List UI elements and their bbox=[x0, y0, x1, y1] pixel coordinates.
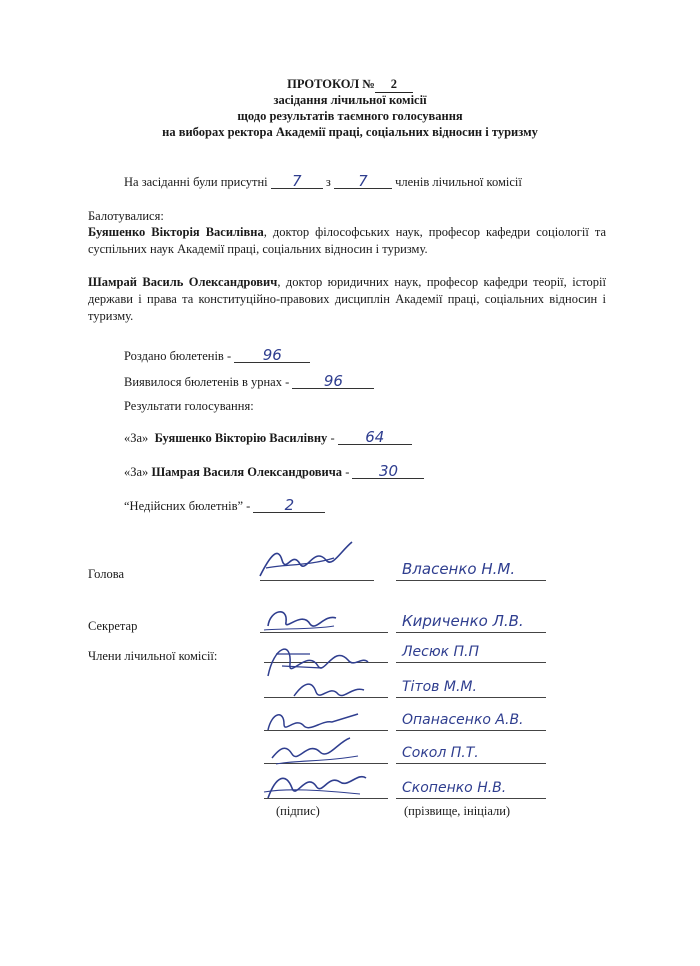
vote-for-1-line bbox=[124, 430, 412, 446]
invalid-ballots-label: “Недійсних бюлетнів” - bbox=[124, 499, 251, 513]
chair-label: Голова bbox=[88, 567, 124, 581]
secretary-name: Кириченко Л.В. bbox=[402, 612, 524, 630]
member-1-name-line bbox=[396, 662, 546, 663]
attendance-middle: з bbox=[325, 175, 331, 189]
vote-for-1-dash: - bbox=[330, 431, 335, 445]
candidate-1-description: , доктор філософських наук, професор кафедри соціології та суспільних наук Академії праці, соціальних відносин і туризму. bbox=[88, 225, 606, 256]
member-3-name: Опанасенко А.В. bbox=[402, 712, 524, 728]
attendance-prefix: На засіданні були присутні bbox=[124, 175, 268, 189]
title-line-4: на виборах ректора Академії праці, соціальних відносин і туризму bbox=[162, 125, 538, 139]
ballots-issued-value: 96 bbox=[234, 348, 310, 363]
secretary-signature-icon bbox=[262, 600, 342, 636]
attendance-line bbox=[124, 174, 522, 190]
candidate-2-name: Шамрай Василь Олександрович bbox=[88, 275, 278, 289]
results-label: Результати голосування: bbox=[124, 399, 254, 413]
attendance-present: 7 bbox=[271, 174, 323, 189]
member-2-name: Тітов М.М. bbox=[402, 679, 477, 695]
candidate-1-paragraph bbox=[88, 224, 606, 258]
ballots-found-line bbox=[124, 374, 374, 390]
vote-for-2-line bbox=[124, 464, 424, 480]
member-3-name-line bbox=[396, 730, 546, 731]
member-2-name-line bbox=[396, 697, 546, 698]
attendance-suffix: членів лічильної комісії bbox=[395, 175, 522, 189]
protocol-title bbox=[0, 76, 700, 93]
member-1-name: Лесюк П.П bbox=[402, 644, 480, 660]
ballots-found-value: 96 bbox=[292, 374, 374, 389]
signature-caption: (підпис) bbox=[276, 804, 320, 818]
vote-for-1-prefix: «За» bbox=[124, 431, 149, 445]
members-label: Члени лічильної комісії: bbox=[88, 649, 218, 663]
member-5-name: Скопенко Н.В. bbox=[402, 780, 507, 796]
vote-for-2-dash: - bbox=[345, 465, 350, 479]
vote-for-2-prefix: «За» bbox=[124, 465, 149, 479]
vote-for-2-name: Шамрая Василя Олександровича bbox=[151, 465, 343, 479]
invalid-ballots-value: 2 bbox=[253, 498, 325, 513]
member-5-name-line bbox=[396, 798, 546, 799]
ballots-issued-line bbox=[124, 348, 310, 364]
attendance-total: 7 bbox=[334, 174, 392, 189]
member-4-name: Сокол П.Т. bbox=[402, 745, 479, 761]
candidate-2-paragraph bbox=[88, 274, 606, 325]
title-line-2: засідання лічильної комісії bbox=[273, 93, 427, 107]
candidates-heading: Балотувалися: bbox=[88, 209, 164, 223]
chair-name-line bbox=[396, 580, 546, 581]
member-5-signature-icon bbox=[262, 764, 372, 806]
chair-name: Власенко Н.М. bbox=[402, 560, 516, 578]
vote-for-1-name: Буяшенко Вікторію Василівну bbox=[154, 431, 328, 445]
chair-signature-icon bbox=[256, 538, 356, 584]
title-line-3: щодо результатів таємного голосування bbox=[237, 109, 463, 123]
member-2-signature-icon bbox=[290, 676, 370, 704]
secretary-label: Секретар bbox=[88, 619, 138, 633]
vote-for-1-value: 64 bbox=[338, 430, 412, 445]
candidate-2-description: , доктор юридичних наук, професор кафедри теорії, історії держави і права та конституційно-правових дисциплін Академії праці, соціальних відносин і туризму. bbox=[88, 275, 606, 323]
vote-for-2-value: 30 bbox=[352, 464, 424, 479]
protocol-title-prefix: ПРОТОКОЛ № bbox=[287, 77, 375, 91]
member-4-name-line bbox=[396, 763, 546, 764]
candidate-1-name: Буяшенко Вікторія Василівна bbox=[88, 225, 264, 239]
name-caption: (прізвище, ініціали) bbox=[404, 804, 511, 818]
ballots-found-label: Виявилося бюлетенів в урнах - bbox=[124, 375, 290, 389]
secretary-name-line bbox=[396, 632, 546, 633]
member-3-signature-icon bbox=[262, 704, 362, 738]
ballots-issued-label: Роздано бюлетенів - bbox=[124, 349, 232, 363]
invalid-ballots-line bbox=[124, 498, 325, 514]
protocol-number: 2 bbox=[375, 76, 413, 93]
